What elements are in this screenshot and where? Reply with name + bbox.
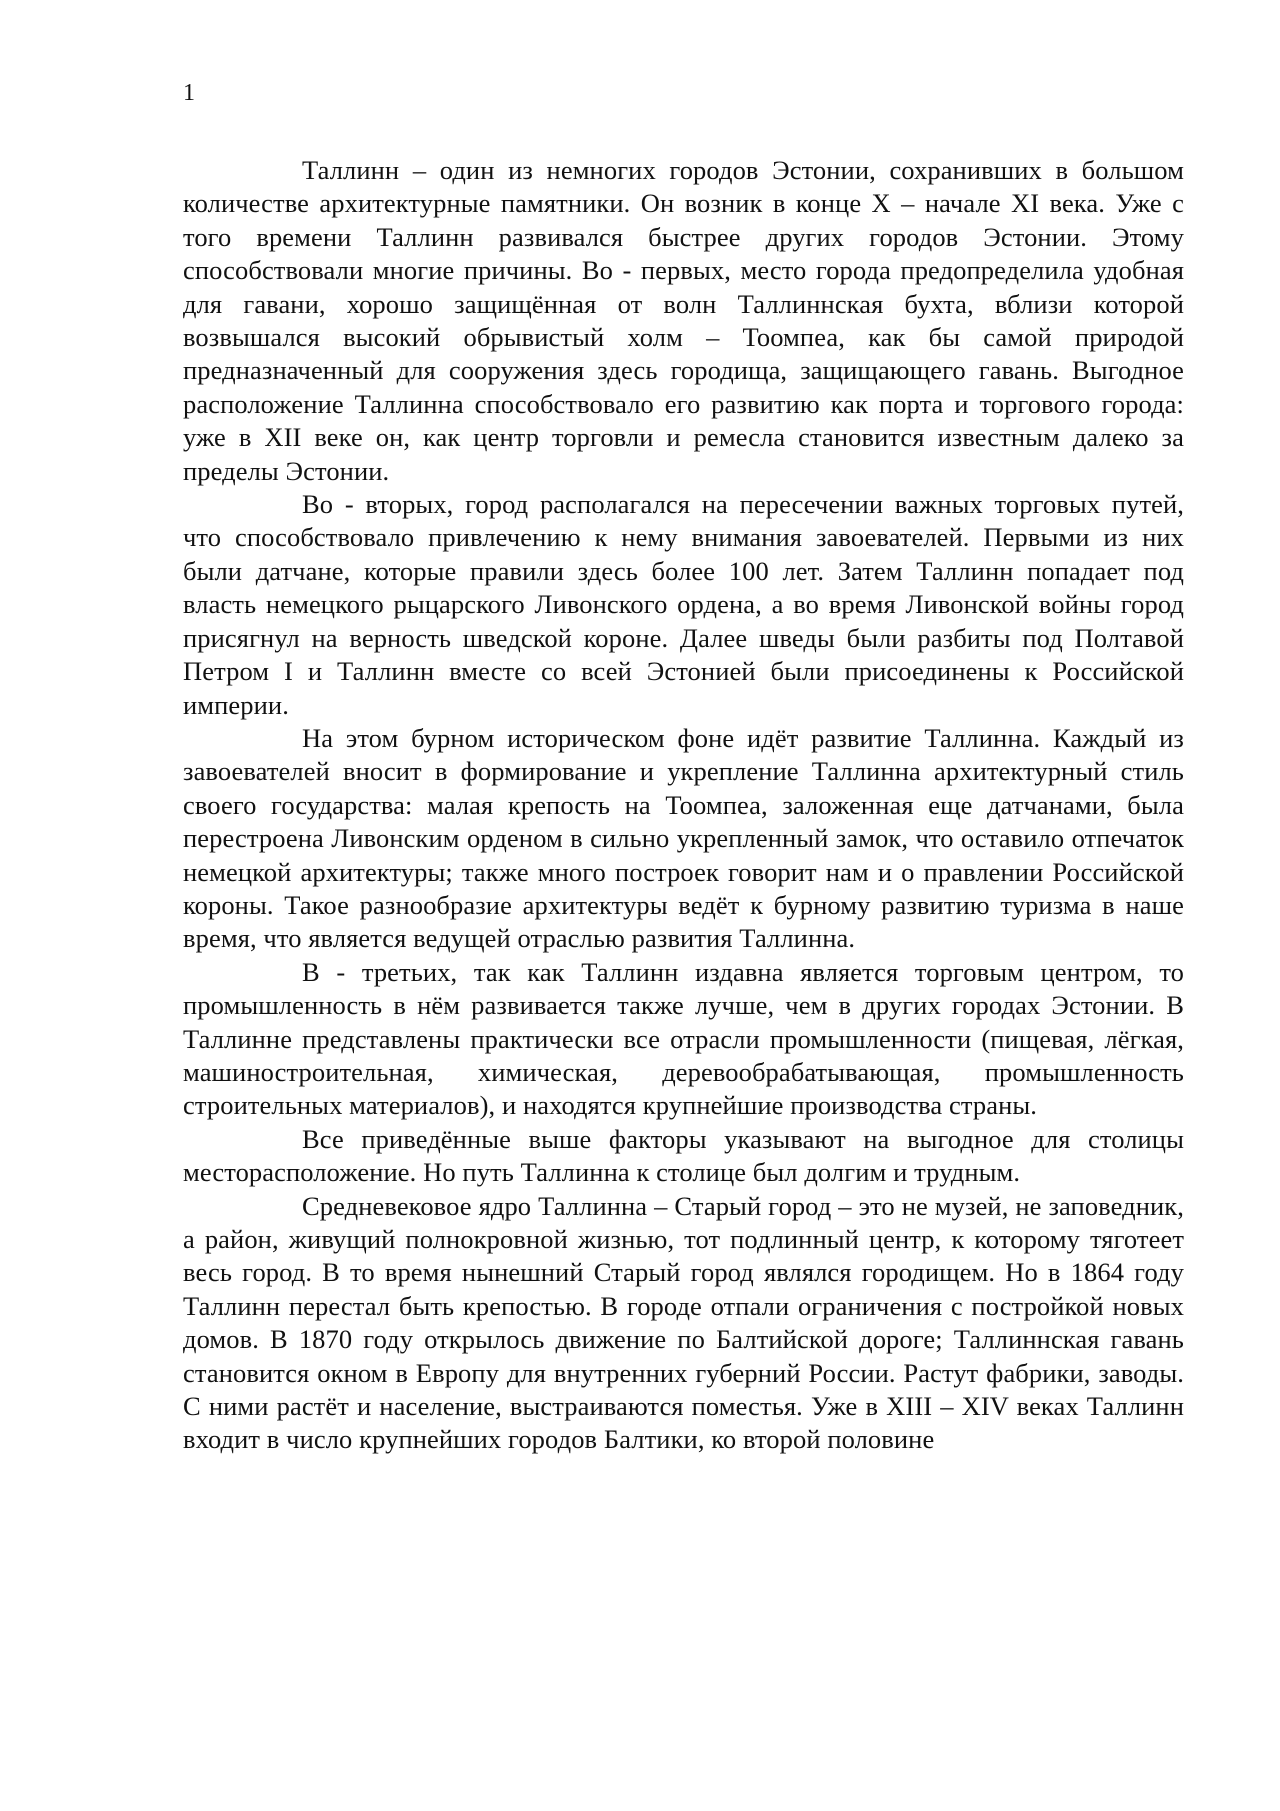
- page-number: 1: [183, 80, 195, 106]
- paragraph-3: На этом бурном историческом фоне идёт развитие Таллинна. Каждый из завоевателей вносит в формирование и укрепление Таллинна архитектурный стиль своего государства: малая крепость на Тоомпеа, заложенная еще датчанами, была перестроена Ливонским орденом в сильно укрепленный замок, что оставило отпечаток немецкой архитектуры; также много построек говорит нам и о правлении Российской короны. Такое разнообразие архитектуры ведёт к бурному развитию туризма в наше время, что является ведущей отраслью развития Таллинна.: [183, 722, 1184, 954]
- paragraph-4: В - третьих, так как Таллинн издавна является торговым центром, то промышленность в нём развивается также лучше, чем в других городах Эстонии. В Таллинне представлены практически все отрасли промышленности (пищевая, лёгкая, машиностроительная, химическая, деревообрабатывающая, промышленность строительных материалов), и находятся крупнейшие производства страны.: [183, 956, 1184, 1121]
- document-body: [183, 154, 1184, 1457]
- paragraph-2: Во - вторых, город располагался на пересечении важных торговых путей, что способствовало привлечению к нему внимания завоевателей. Первыми из них были датчане, которые правили здесь более 100 лет. Затем Таллинн попадает под власть немецкого рыцарского Ливонского ордена, а во время Ливонской войны город присягнул на верность шведской короне. Далее шведы были разбиты под Полтавой Петром I и Таллинн вместе со всей Эстонией были присоединены к Российской империи.: [183, 489, 1184, 720]
- paragraph-1: Таллинн – один из немногих городов Эстонии, сохранивших в большом количестве архитектурные памятники. Он возник в конце X – начале XI века. Уже с того времени Таллинн развивался быстрее других городов Эстонии. Этому способствовали многие причины. Во - первых, место города предопределила удобная для гавани, хорошо защищённая от волн Таллиннская бухта, вблизи которой возвышался высокий обрывистый холм – Тоомпеа, как бы самой природой предназначенный для сооружения здесь городища, защищающего гавань. Выгодное расположение Таллинна способствовало его развитию как порта и торгового города: уже в XII веке он, как центр торговли и ремесла становится известным далеко за пределы Эстонии.: [183, 155, 1184, 486]
- paragraph-6: Средневековое ядро Таллинна – Старый город – это не музей, не заповедник, а район, живущий полнокровной жизнью, тот подлинный центр, к которому тяготеет весь город. В то время нынешний Старый город являлся городищем. Но в 1864 году Таллинн перестал быть крепостью. В городе отпали ограничения с постройкой новых домов. В 1870 году открылось движение по Балтийской дороге; Таллиннская гавань становится окном в Европу для внутренних губерний России. Растут фабрики, заводы. С ними растёт и население, выстраиваются поместья. Уже в XIII – XIV веках Таллинн входит в число крупнейших городов Балтики, ко второй половине: [183, 1190, 1184, 1455]
- paragraph-5: Все приведённые выше факторы указывают на выгодное для столицы месторасположение. Но путь Таллинна к столице был долгим и трудным.: [183, 1123, 1184, 1188]
